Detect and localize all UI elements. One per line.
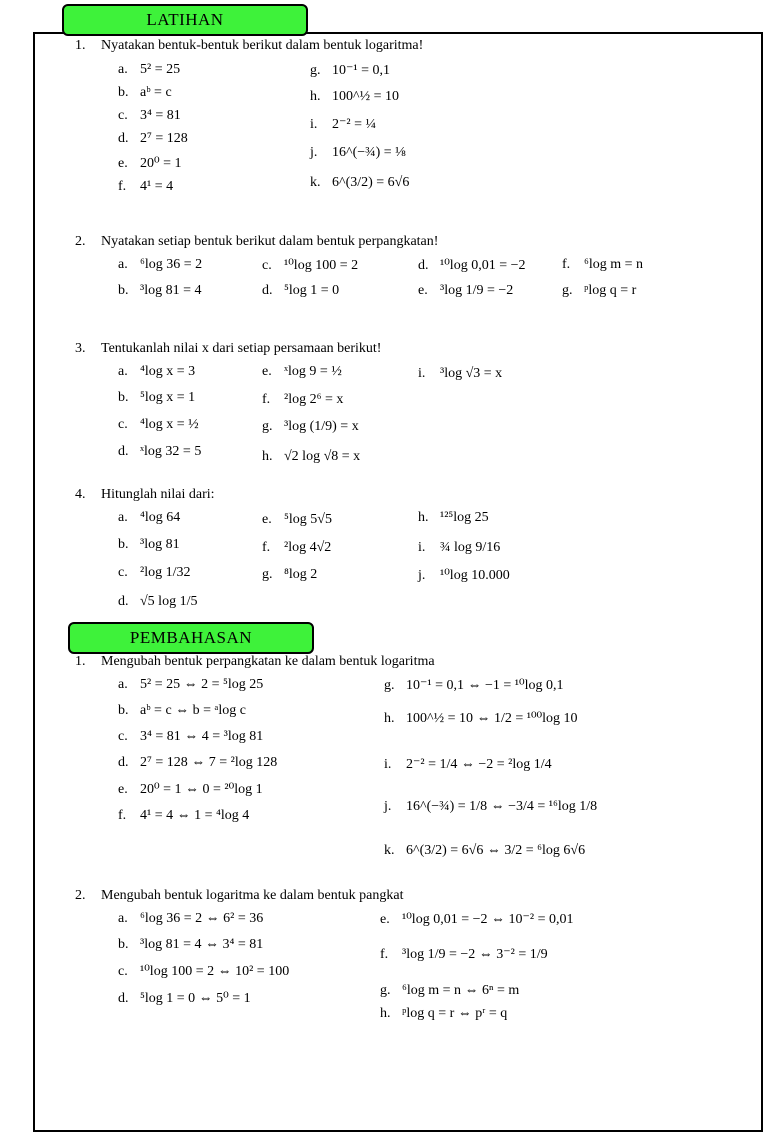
solution-item [380, 946, 548, 963]
exercise-item [262, 419, 359, 435]
item-label: f. [380, 947, 389, 962]
item-label: h. [380, 1006, 391, 1021]
pembahasan-banner: PEMBAHASAN [68, 622, 314, 654]
solution-item [384, 756, 552, 773]
exercise-item [418, 257, 526, 274]
item-expr: ³log 81 = 4 [140, 283, 202, 298]
item-expr: ²log 2⁶ = x [284, 392, 344, 407]
item-label: c. [118, 417, 128, 432]
item-expr: ⁶log 36 = 2 [140, 257, 203, 272]
item-label: f. [562, 257, 571, 272]
solution-item [384, 843, 585, 859]
exercise-item [418, 567, 510, 584]
item-label: b. [118, 85, 129, 100]
item-label: k. [384, 843, 395, 858]
solution-number: 2. [75, 888, 86, 903]
item-expr: ³log (1/9) = x [284, 419, 359, 434]
item-expr: ¹²⁵log 25 [440, 510, 489, 525]
exercise-item [118, 131, 188, 147]
item-expr: ²log 1/32 [140, 565, 191, 580]
item-label: k. [310, 175, 321, 190]
item-label: j. [310, 145, 318, 160]
item-label: d. [118, 594, 129, 609]
item-label: b. [118, 283, 129, 298]
exercise-item [118, 390, 195, 406]
item-label: e. [380, 912, 390, 927]
item-label: c. [118, 729, 128, 744]
exercise-item [118, 155, 182, 172]
item-expr: ³log 1/9 = −2 ⇔ 3⁻² = 1/9 [402, 947, 548, 962]
item-expr: 2⁻² = 1/4 ⇔ −2 = ²log 1/4 [406, 757, 552, 772]
solution-item [118, 808, 249, 824]
item-expr: 20⁰ = 1 ⇔ 0 = ²⁰log 1 [140, 782, 263, 797]
exercise-item [118, 444, 201, 460]
exercise-item [118, 257, 202, 273]
item-label: a. [118, 364, 128, 379]
question-text: Hitunglah nilai dari: [101, 487, 215, 502]
item-expr: ᵖlog q = r ⇔ pʳ = q [402, 1006, 508, 1021]
item-expr: 16^(−¾) = 1/8 ⇔ −3/4 = ¹⁶log 1/8 [406, 799, 598, 814]
item-label: g. [384, 678, 395, 693]
item-expr: ⁵log 1 = 0 ⇔ 5⁰ = 1 [140, 991, 251, 1006]
question-number: 3. [75, 341, 86, 356]
item-expr: ˣlog 32 = 5 [140, 444, 202, 459]
exercise-item [310, 62, 390, 79]
item-label: c. [262, 258, 272, 273]
question-text: Tentukanlah nilai x dari setiap persamaan berikut! [101, 341, 382, 356]
item-label: e. [262, 364, 272, 379]
question-text: Nyatakan bentuk-bentuk berikut dalam bentuk logaritma! [101, 38, 424, 53]
solution-item [384, 799, 597, 815]
item-expr: 4¹ = 4 [140, 179, 174, 194]
question-4 [75, 487, 215, 503]
item-label: a. [118, 677, 128, 692]
item-expr: ¹⁰log 0,01 = −2 ⇔ 10⁻² = 0,01 [402, 912, 574, 927]
exercise-item [118, 594, 197, 610]
item-expr: aᵇ = c ⇔ b = ᵃlog c [140, 703, 246, 718]
exercise-item [310, 116, 376, 133]
solution-item [380, 911, 573, 928]
item-expr: 4¹ = 4 ⇔ 1 = ⁴log 4 [140, 808, 250, 823]
item-expr: √5 log 1/5 [140, 594, 198, 609]
exercise-item [118, 537, 180, 553]
item-expr: ⁶log 36 = 2 ⇔ 6² = 36 [140, 911, 264, 926]
item-expr: ⁴log x = 3 [140, 364, 196, 379]
solution-number: 1. [75, 654, 86, 669]
exercise-item [310, 175, 409, 191]
item-expr: ⁵log 5√5 [284, 512, 332, 527]
item-label: j. [384, 799, 392, 814]
item-expr: ᵖlog q = r [584, 283, 637, 298]
solution-item [118, 963, 289, 980]
exercise-item [118, 364, 195, 380]
exercise-item [118, 417, 199, 433]
item-label: f. [262, 392, 271, 407]
item-expr: ⁴log 64 [140, 510, 181, 525]
item-expr: 10⁻¹ = 0,1 ⇔ −1 = ¹⁰log 0,1 [406, 678, 564, 693]
item-label: i. [310, 117, 318, 132]
item-expr: 2⁷ = 128 ⇔ 7 = ²log 128 [140, 755, 278, 770]
solution-item [118, 729, 263, 745]
item-expr: ³log 81 = 4 ⇔ 3⁴ = 81 [140, 937, 264, 952]
item-expr: aᵇ = c [140, 85, 172, 100]
exercise-item [262, 567, 317, 583]
item-label: b. [118, 937, 129, 952]
item-expr: ⁵log x = 1 [140, 390, 196, 405]
item-label: e. [118, 782, 128, 797]
exercise-item [262, 512, 332, 528]
item-expr: ³log 81 [140, 537, 180, 552]
item-expr: ¹⁰log 100 = 2 ⇔ 10² = 100 [140, 964, 290, 979]
item-expr: 6^(3/2) = 6√6 [332, 175, 410, 190]
exercise-item [118, 85, 172, 101]
exercise-item [418, 540, 500, 556]
solution-item [380, 1006, 507, 1022]
item-label: h. [262, 449, 273, 464]
exercise-item [118, 62, 180, 78]
item-label: b. [118, 537, 129, 552]
exercise-item [418, 510, 489, 526]
exercise-item [562, 283, 636, 299]
item-label: h. [310, 89, 321, 104]
item-label: a. [118, 62, 128, 77]
solution-2 [75, 888, 403, 904]
item-label: h. [384, 711, 395, 726]
item-label: f. [118, 808, 127, 823]
item-label: d. [118, 755, 129, 770]
item-expr: ⁸log 2 [284, 567, 318, 582]
question-number: 2. [75, 234, 86, 249]
item-label: h. [418, 510, 429, 525]
item-label: i. [384, 757, 392, 772]
item-label: e. [262, 512, 272, 527]
solution-1 [75, 654, 435, 670]
item-label: j. [418, 568, 426, 583]
item-label: g. [562, 283, 573, 298]
item-label: i. [418, 540, 426, 555]
item-label: d. [118, 444, 129, 459]
item-label: c. [118, 565, 128, 580]
solution-text: Mengubah bentuk perpangkatan ke dalam bentuk logaritma [101, 654, 435, 669]
item-expr: 16^(−¾) = ⅛ [332, 145, 406, 160]
exercise-item [262, 392, 343, 408]
solution-item [118, 990, 251, 1007]
item-expr: 100^½ = 10 ⇔ 1/2 = ¹⁰⁰log 10 [406, 711, 578, 726]
exercise-item [418, 283, 513, 299]
solution-item [118, 781, 263, 798]
question-3 [75, 341, 381, 357]
item-expr: ¹⁰log 10.000 [440, 568, 510, 583]
solution-item [118, 937, 263, 953]
item-expr: ²log 4√2 [284, 540, 332, 555]
question-text: Nyatakan setiap bentuk berikut dalam bentuk perpangkatan! [101, 234, 439, 249]
exercise-item [262, 364, 342, 380]
item-label: g. [262, 419, 273, 434]
item-label: g. [380, 983, 391, 998]
item-expr: ¹⁰log 100 = 2 [284, 258, 359, 273]
item-label: d. [118, 131, 129, 146]
exercise-item [262, 449, 360, 465]
item-label: c. [118, 108, 128, 123]
question-number: 4. [75, 487, 86, 502]
exercise-item [262, 540, 331, 556]
item-expr: 10⁻¹ = 0,1 [332, 63, 390, 78]
item-expr: ⁵log 1 = 0 [284, 283, 340, 298]
item-expr: ¾ log 9/16 [440, 540, 501, 555]
item-expr: 100^½ = 10 [332, 89, 399, 104]
item-label: i. [418, 366, 426, 381]
item-expr: 2⁻² = ¼ [332, 117, 376, 132]
item-label: d. [418, 258, 429, 273]
item-expr: ˣlog 9 = ½ [284, 364, 342, 379]
item-label: e. [418, 283, 428, 298]
solution-item [118, 703, 246, 719]
item-expr: ³log √3 = x [440, 366, 503, 381]
item-expr: ⁶log m = n ⇔ 6ⁿ = m [402, 983, 520, 998]
item-label: f. [118, 179, 127, 194]
item-label: a. [118, 911, 128, 926]
item-expr: 3⁴ = 81 [140, 108, 181, 123]
item-expr: ³log 1/9 = −2 [440, 283, 514, 298]
solution-item [384, 710, 578, 727]
item-label: d. [262, 283, 273, 298]
solution-item [380, 983, 519, 999]
item-label: a. [118, 257, 128, 272]
item-label: g. [310, 63, 321, 78]
item-expr: 5² = 25 [140, 62, 181, 77]
solution-item [118, 911, 263, 927]
exercise-item [118, 283, 201, 299]
item-label: c. [118, 964, 128, 979]
question-1 [75, 38, 423, 54]
item-expr: 20⁰ = 1 [140, 156, 182, 171]
item-expr: ¹⁰log 0,01 = −2 [440, 258, 526, 273]
item-expr: ⁴log x = ½ [140, 417, 199, 432]
solution-text: Mengubah bentuk logaritma ke dalam bentuk pangkat [101, 888, 404, 903]
item-label: d. [118, 991, 129, 1006]
item-label: b. [118, 703, 129, 718]
solution-item [384, 677, 563, 694]
solution-item [118, 755, 277, 771]
item-expr: 2⁷ = 128 [140, 131, 188, 146]
item-label: f. [262, 540, 271, 555]
question-2 [75, 234, 438, 250]
item-expr: ⁶log m = n [584, 257, 644, 272]
exercise-item [118, 510, 180, 526]
exercise-item [118, 179, 173, 195]
item-expr: 5² = 25 ⇔ 2 = ⁵log 25 [140, 677, 264, 692]
solution-item [118, 677, 263, 693]
question-number: 1. [75, 38, 86, 53]
exercise-item [118, 108, 181, 124]
latihan-banner: LATIHAN [62, 4, 308, 36]
item-expr: √2 log √8 = x [284, 449, 361, 464]
item-label: e. [118, 156, 128, 171]
item-label: g. [262, 567, 273, 582]
exercise-item [310, 89, 399, 105]
exercise-item [262, 283, 339, 299]
item-expr: 3⁴ = 81 ⇔ 4 = ³log 81 [140, 729, 264, 744]
item-label: b. [118, 390, 129, 405]
exercise-item [118, 565, 190, 581]
item-label: a. [118, 510, 128, 525]
exercise-item [562, 257, 643, 273]
exercise-item [418, 366, 502, 382]
exercise-item [310, 145, 406, 161]
exercise-item [262, 257, 358, 274]
item-expr: 6^(3/2) = 6√6 ⇔ 3/2 = ⁶log 6√6 [406, 843, 586, 858]
